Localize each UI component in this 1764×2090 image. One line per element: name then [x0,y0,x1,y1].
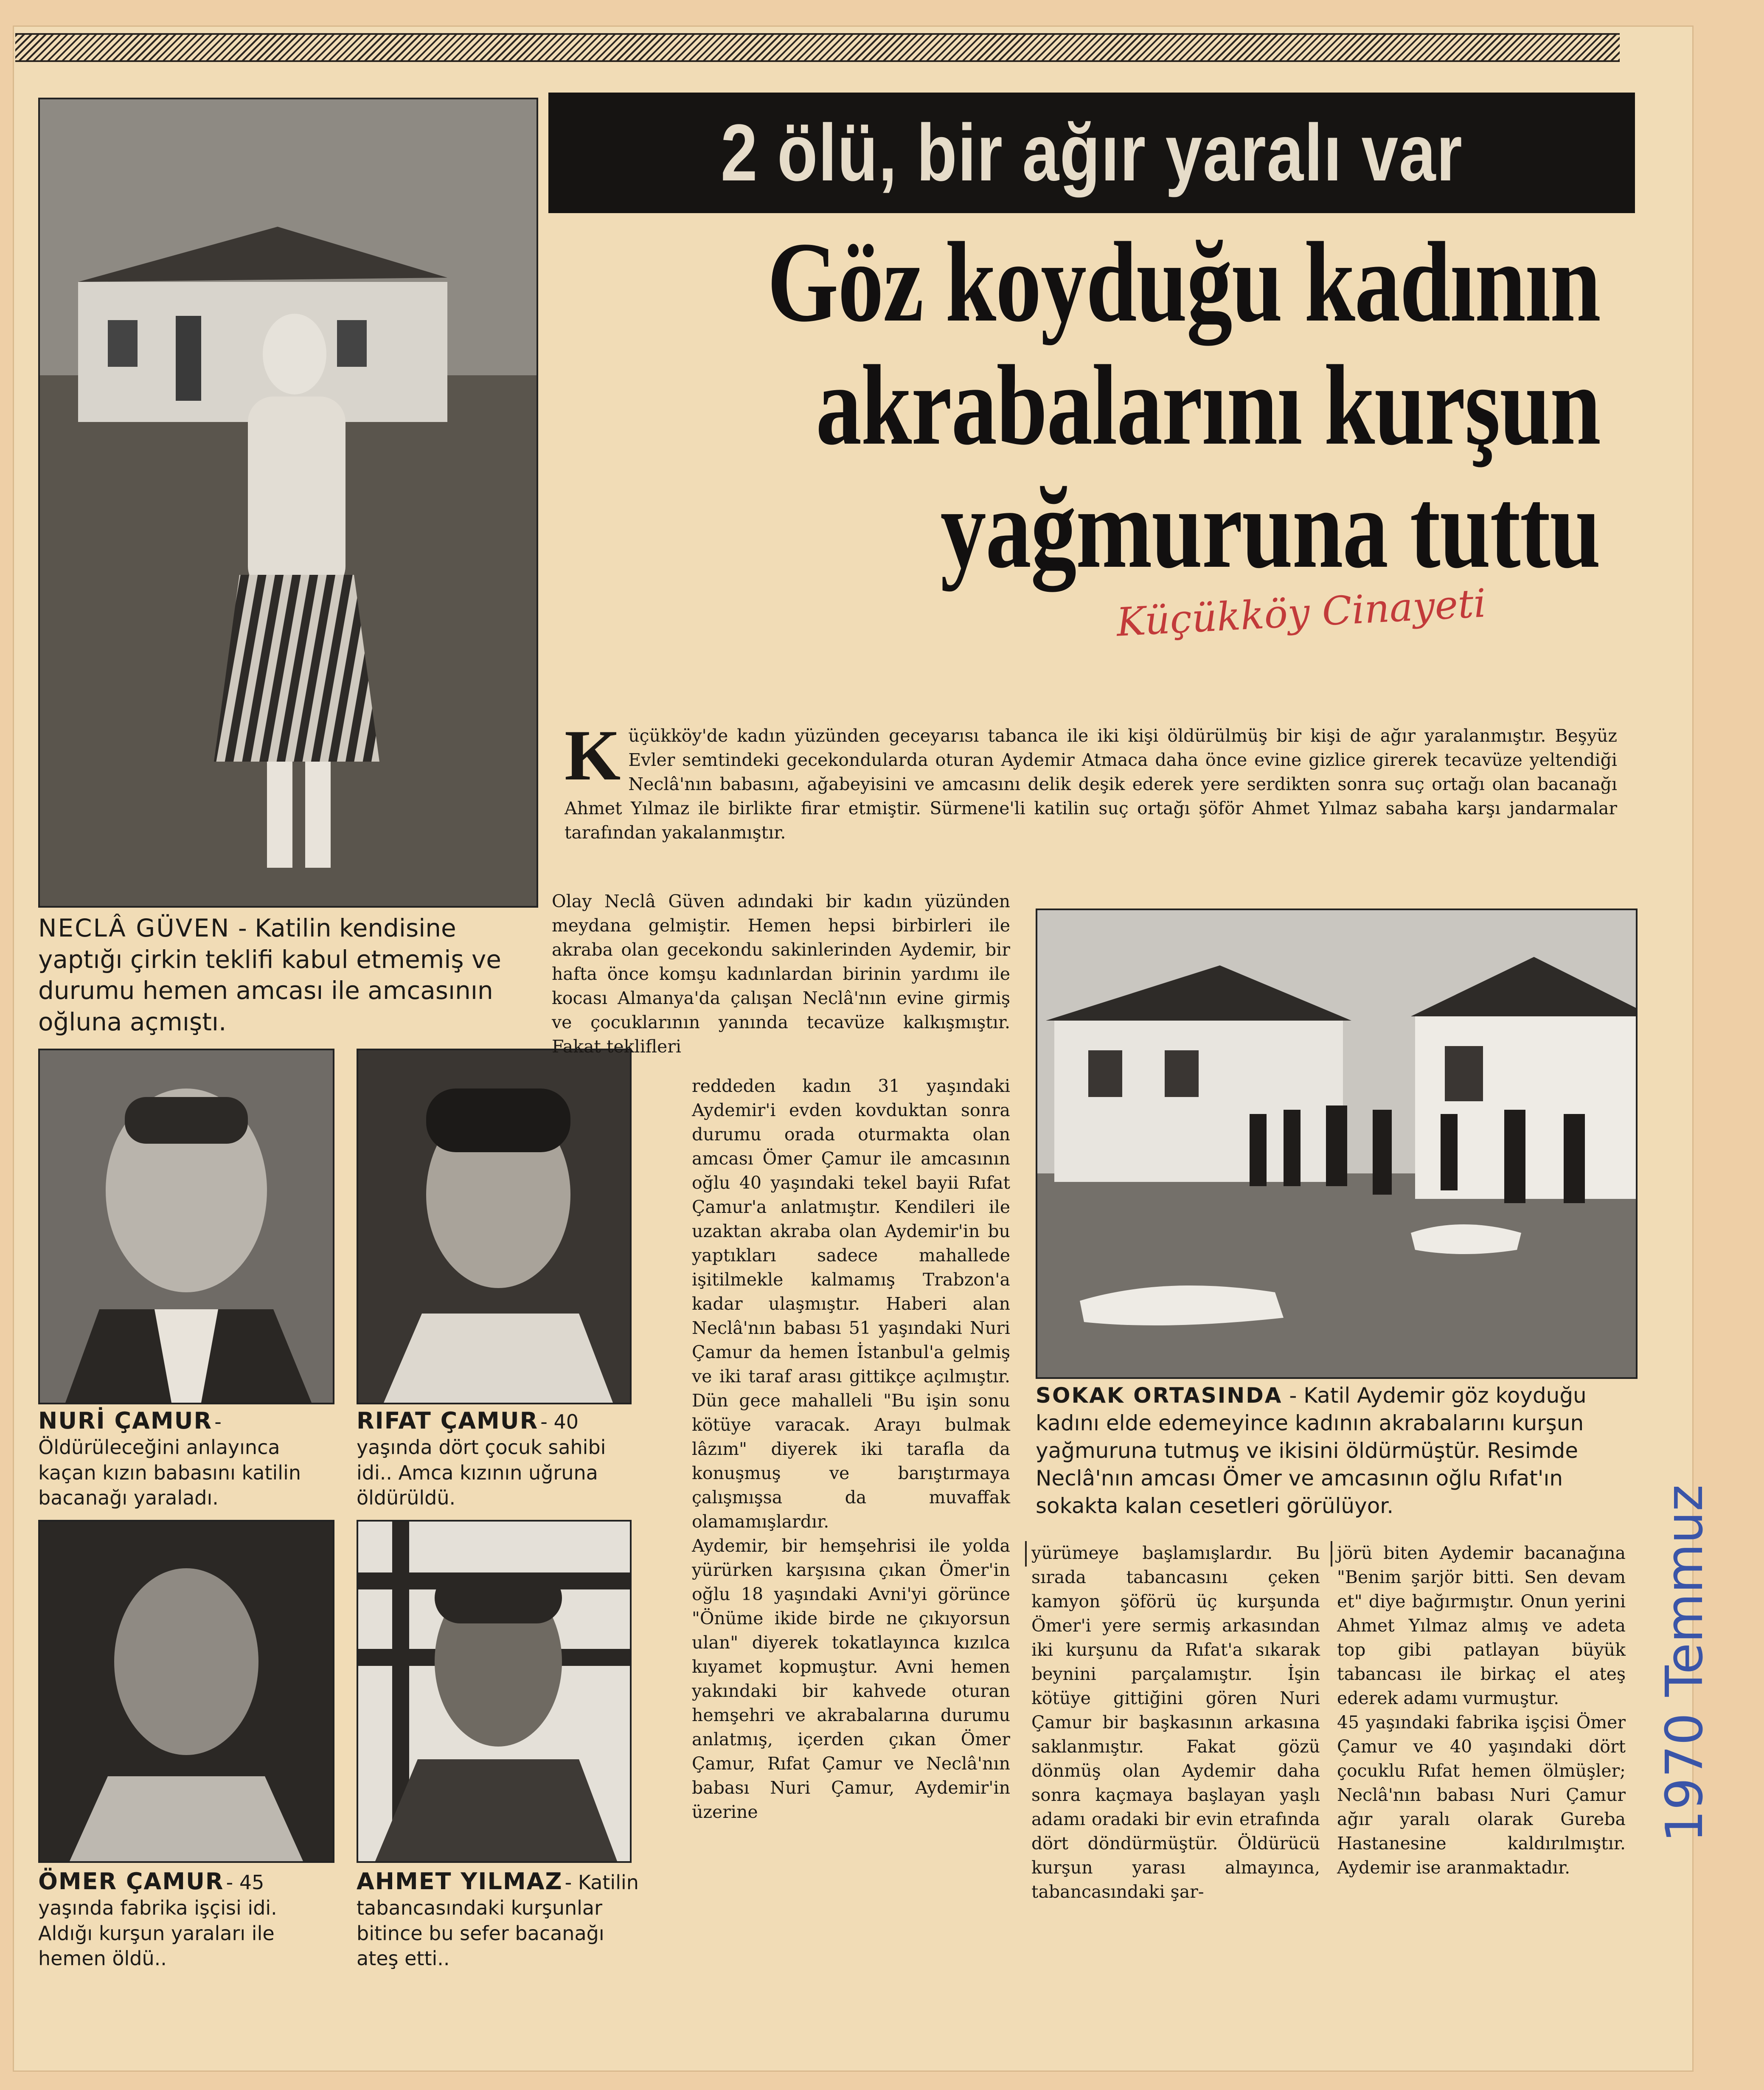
caption-street [1036,1382,1630,1520]
lead-dropcap: K [565,715,621,795]
article-column-a-top: Olay Neclâ Güven adındaki bir kadın yüzünden meydana gelmiştir. Hemen hepsi birbirleri ile akraba olan gecekondu sakinlerinden Aydemir, bir hafta önce komşu kadınlardan birinin yardımı ile kocası Almanya'da çalışan Neclâ'nın evine girmiş ve çocuklarının yanında tecavüze kalkışmıştır. Fakat teklifleri [552,891,1010,1057]
photo-nuri-image [40,1050,333,1403]
article-column-a-bottom: reddeden kadın 31 yaşındaki Aydemir'i evden kovduktan sonra durumu orada oturmakta olan amcası Ömer Çamur ile amcasının oğlu 40 yaşındaki tekel bayii Rıfat Çamur'a anlatmıştır. Kendileri ile uzaktan akraba olan Aydemir'in bu yaptıkları sadece mahallede işitilmekle kalmamış Trabzon'a kadar ulaşmıştır. Haberi alan Neclâ'nın babası 51 yaşındaki Nuri Çamur da hemen İstanbul'a gelmiş ve iki taraf arası gittikçe açılmıştır. Dün gece mahalleli "Bu işin sonu kötüye varacak. Arayı bulmak lâzım" diyerek iki tarafla da konuşmuş ve barıştırmaya çalışmışsa da muvaffak olamamışlardır. Aydemir, bir hemşehrisi ile yolda yürürken karşısına çıkan Ömer'in oğlu 18 yaşındaki Avni'yi görünce "Önüme ikide birde ne çıkıyorsun ulan" diyerek tokatlayınca kızılca kıyamet kopmuştur. Avni hemen yakındaki bir kahvede oturan hemşehri ve akrabalarına durumu anlatmış, içerden çıkan Ömer Çamur, Rıfat Çamur ve Neclâ'nın babası Nuri Çamur, Aydemir'in üzerine [692,1076,1010,1822]
headline-line-3: yağmuruna tuttu [940,465,1600,592]
headline-band [548,93,1635,213]
article-column-c: jörü biten Aydemir bacanağına "Benim şarjör bitti. Sen devam et" diye bağırmıştır. Onun yerini Ahmet Yılmaz almış ve adeta top gibi patlayan büyük tabancası ile birkaç el ateş ederek adamı vurmuştur. 45 yaşındaki fabrika işçisi Ömer Çamur ve 40 yaşındaki dört çocuklu Rıfat hemen ölmüşler; Neclâ'nın babası Nuri Çamur ağır yaralı olarak Gureba Hastanesine kaldırılmıştır. Aydemir ise aranmaktadır. [1337,1543,1626,1878]
photo-street-scene [1036,909,1638,1379]
caption-omer-text: - 45 yaşında fabrika işçisi idi. Aldığı kurşun yaraları ile hemen öldü.. [38,1871,277,1970]
caption-rifat [357,1407,637,1511]
column-c-marker [1331,1541,1332,1567]
caption-ahmet-name: AHMET YILMAZ [357,1868,563,1895]
photo-ahmet-yilmaz [357,1520,632,1863]
caption-necla-name: NECLÂ GÜVEN [38,914,230,942]
caption-necla-text: - Katilin kendisine yaptığı çirkin teklifi kabul etmemiş ve durumu hemen amcası ile amcasının oğluna açmıştı. [38,914,501,1036]
top-hatch-border [15,33,1620,62]
photo-omer-image [40,1522,333,1861]
caption-street-name: SOKAK ORTASINDA [1036,1383,1283,1408]
headline-band-text: 2 ölü, bir ağır yaralı var [720,108,1463,198]
caption-omer-name: ÖMER ÇAMUR [38,1868,224,1895]
photo-necla-guven [38,98,538,908]
caption-nuri [38,1407,335,1511]
photo-rifat-camur [357,1049,632,1404]
caption-ahmet-text: - Katilin tabancasındaki kurşunlar bitince bu sefer bacanağı ateş etti.. [357,1871,639,1970]
caption-rifat-name: RIFAT ÇAMUR [357,1407,539,1434]
blue-handwritten-date: 1970 Temmuz [1655,1484,1714,1842]
headline-line-1: Göz koyduğu kadının [767,219,1600,346]
caption-ahmet [357,1868,645,1972]
column-b-marker [1025,1541,1027,1567]
caption-nuri-text: - Öldürüleceğini anlayınca kaçan kızın babasını katilin bacanağı yaraladı. [38,1410,301,1510]
newspaper-clipping [13,25,1694,2072]
caption-nuri-name: NURİ ÇAMUR [38,1407,213,1434]
caption-street-text: - Katil Aydemir göz koyduğu kadını elde edemeyince kadının akrabalarını kurşun yağmuruna tutmuş ve ikisini öldürmüştür. Resimde Neclâ'nın amcası Ömer ve amcasının oğlu Rıfat'ın sokakta kalan cesetleri görülüyor. [1036,1383,1587,1518]
photo-nuri-camur [38,1049,334,1404]
caption-omer [38,1868,335,1972]
headline-line-2: akrabalarını kurşun [815,342,1600,469]
caption-necla [38,913,539,1038]
photo-necla-image [40,99,537,906]
photo-rifat-image [358,1050,630,1403]
caption-rifat-text: - 40 yaşında dört çocuk sahibi idi.. Amca kızının uğruna öldürüldü. [357,1410,606,1510]
red-handwritten-note: Küçükköy Cinayeti [1115,580,1487,645]
photo-street-image [1037,910,1636,1377]
photo-ahmet-image [358,1522,630,1861]
photo-omer-camur [38,1520,334,1863]
article-column-b: yürümeye başlamışlardır. Bu sırada tabancasını çeken kamyon şöförü üç kurşunda Ömer'i yere sermiş arkasından iki kurşunu da Rıfat'a sıkarak beynini parçalamıştır. İşin kötüye gittiğini gören Nuri Çamur bir başkasının arkasına saklanmıştır. Fakat gözü dönmüş olan Aydemir daha sonra kaçmaya başlayan yaşlı adamı oradaki bir evin etrafında dört döndürmüştür. Öldürücü kurşun yarası almayınca, tabancasındaki şar- [1031,1543,1320,1902]
lead-body: üçükköy'de kadın yüzünden geceyarısı tabanca ile iki kişi öldürülmüş bir kişi de ağır yaralanmıştır. Beşyüz Evler semtindeki gecekondularda oturan Aydemir Atmaca daha önce evine gizlice girerek tecavüze yeltendiği Neclâ'nın babasını, ağabeyisini ve amcasını delik deşik ederek yere serdikten sonra suç ortağı olan bacanağı Ahmet Yılmaz ile birlikte firar etmiştir. Sürmene'li katilin suç ortağı şöför Ahmet Yılmaz sabaha karşı jandarmalar tarafından yakalanmıştır. [565,726,1617,843]
lead-paragraph [565,715,1617,845]
